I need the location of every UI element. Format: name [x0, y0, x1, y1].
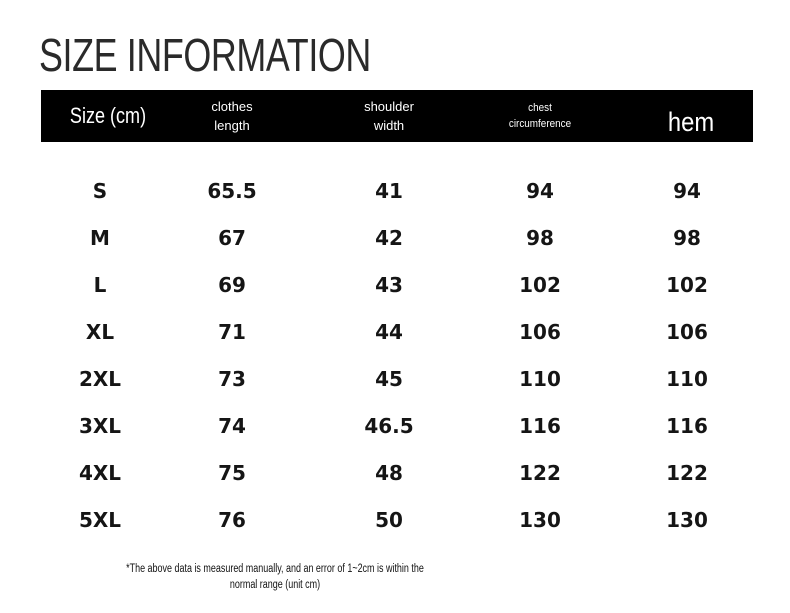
cell-chest-circumference: 110 [519, 367, 561, 391]
cell-hem: 98 [673, 226, 701, 250]
cell-size: M [90, 226, 110, 250]
cell-clothes-length: 67 [218, 226, 246, 250]
cell-chest-circumference: 130 [519, 508, 561, 532]
cell-hem: 122 [666, 461, 708, 485]
cell-chest-circumference: 98 [526, 226, 554, 250]
table-row [41, 450, 753, 497]
cell-size: 2XL [78, 367, 122, 391]
header-clothes-length: clothes length [211, 99, 253, 133]
table-row [41, 403, 753, 450]
measurement-footnote: *The above data is measured manually, and an error of 1~2cm is within the normal range (unit cm) [126, 563, 424, 591]
size-table-body [41, 168, 753, 544]
cell-size: XL [85, 320, 115, 344]
cell-hem: 94 [673, 179, 701, 203]
table-row [41, 497, 753, 544]
table-row [41, 168, 753, 215]
cell-clothes-length: 69 [218, 273, 246, 297]
table-header [41, 90, 753, 142]
page-title: SIZE INFORMATION [39, 29, 371, 81]
cell-clothes-length: 74 [218, 414, 246, 438]
cell-chest-circumference: 106 [519, 320, 561, 344]
cell-shoulder-width: 42 [375, 226, 403, 250]
cell-hem: 116 [666, 414, 708, 438]
table-row [41, 262, 753, 309]
cell-clothes-length: 73 [218, 367, 246, 391]
cell-clothes-length: 76 [218, 508, 246, 532]
cell-clothes-length: 71 [218, 320, 246, 344]
table-row [41, 356, 753, 403]
header-shoulder-width: shoulder width [364, 99, 414, 133]
cell-hem: 130 [666, 508, 708, 532]
cell-clothes-length: 65.5 [207, 179, 257, 203]
header-chest-circumference: chest circumference [508, 102, 572, 130]
cell-size: 3XL [78, 414, 122, 438]
cell-size: S [92, 179, 108, 203]
cell-chest-circumference: 122 [519, 461, 561, 485]
cell-size: 5XL [78, 508, 122, 532]
cell-hem: 106 [666, 320, 708, 344]
cell-chest-circumference: 102 [519, 273, 561, 297]
cell-hem: 110 [666, 367, 708, 391]
cell-shoulder-width: 48 [375, 461, 403, 485]
table-row [41, 309, 753, 356]
cell-shoulder-width: 50 [375, 508, 403, 532]
table-row [41, 215, 753, 262]
cell-chest-circumference: 94 [526, 179, 554, 203]
cell-chest-circumference: 116 [519, 414, 561, 438]
cell-shoulder-width: 43 [375, 273, 403, 297]
cell-size: 4XL [78, 461, 122, 485]
cell-shoulder-width: 45 [375, 367, 403, 391]
header-hem: hem [667, 106, 715, 137]
cell-clothes-length: 75 [218, 461, 246, 485]
cell-shoulder-width: 46.5 [364, 414, 414, 438]
cell-size: L [93, 273, 107, 297]
cell-shoulder-width: 41 [375, 179, 403, 203]
cell-shoulder-width: 44 [375, 320, 403, 344]
header-size: Size (cm) [69, 103, 147, 128]
cell-hem: 102 [666, 273, 708, 297]
